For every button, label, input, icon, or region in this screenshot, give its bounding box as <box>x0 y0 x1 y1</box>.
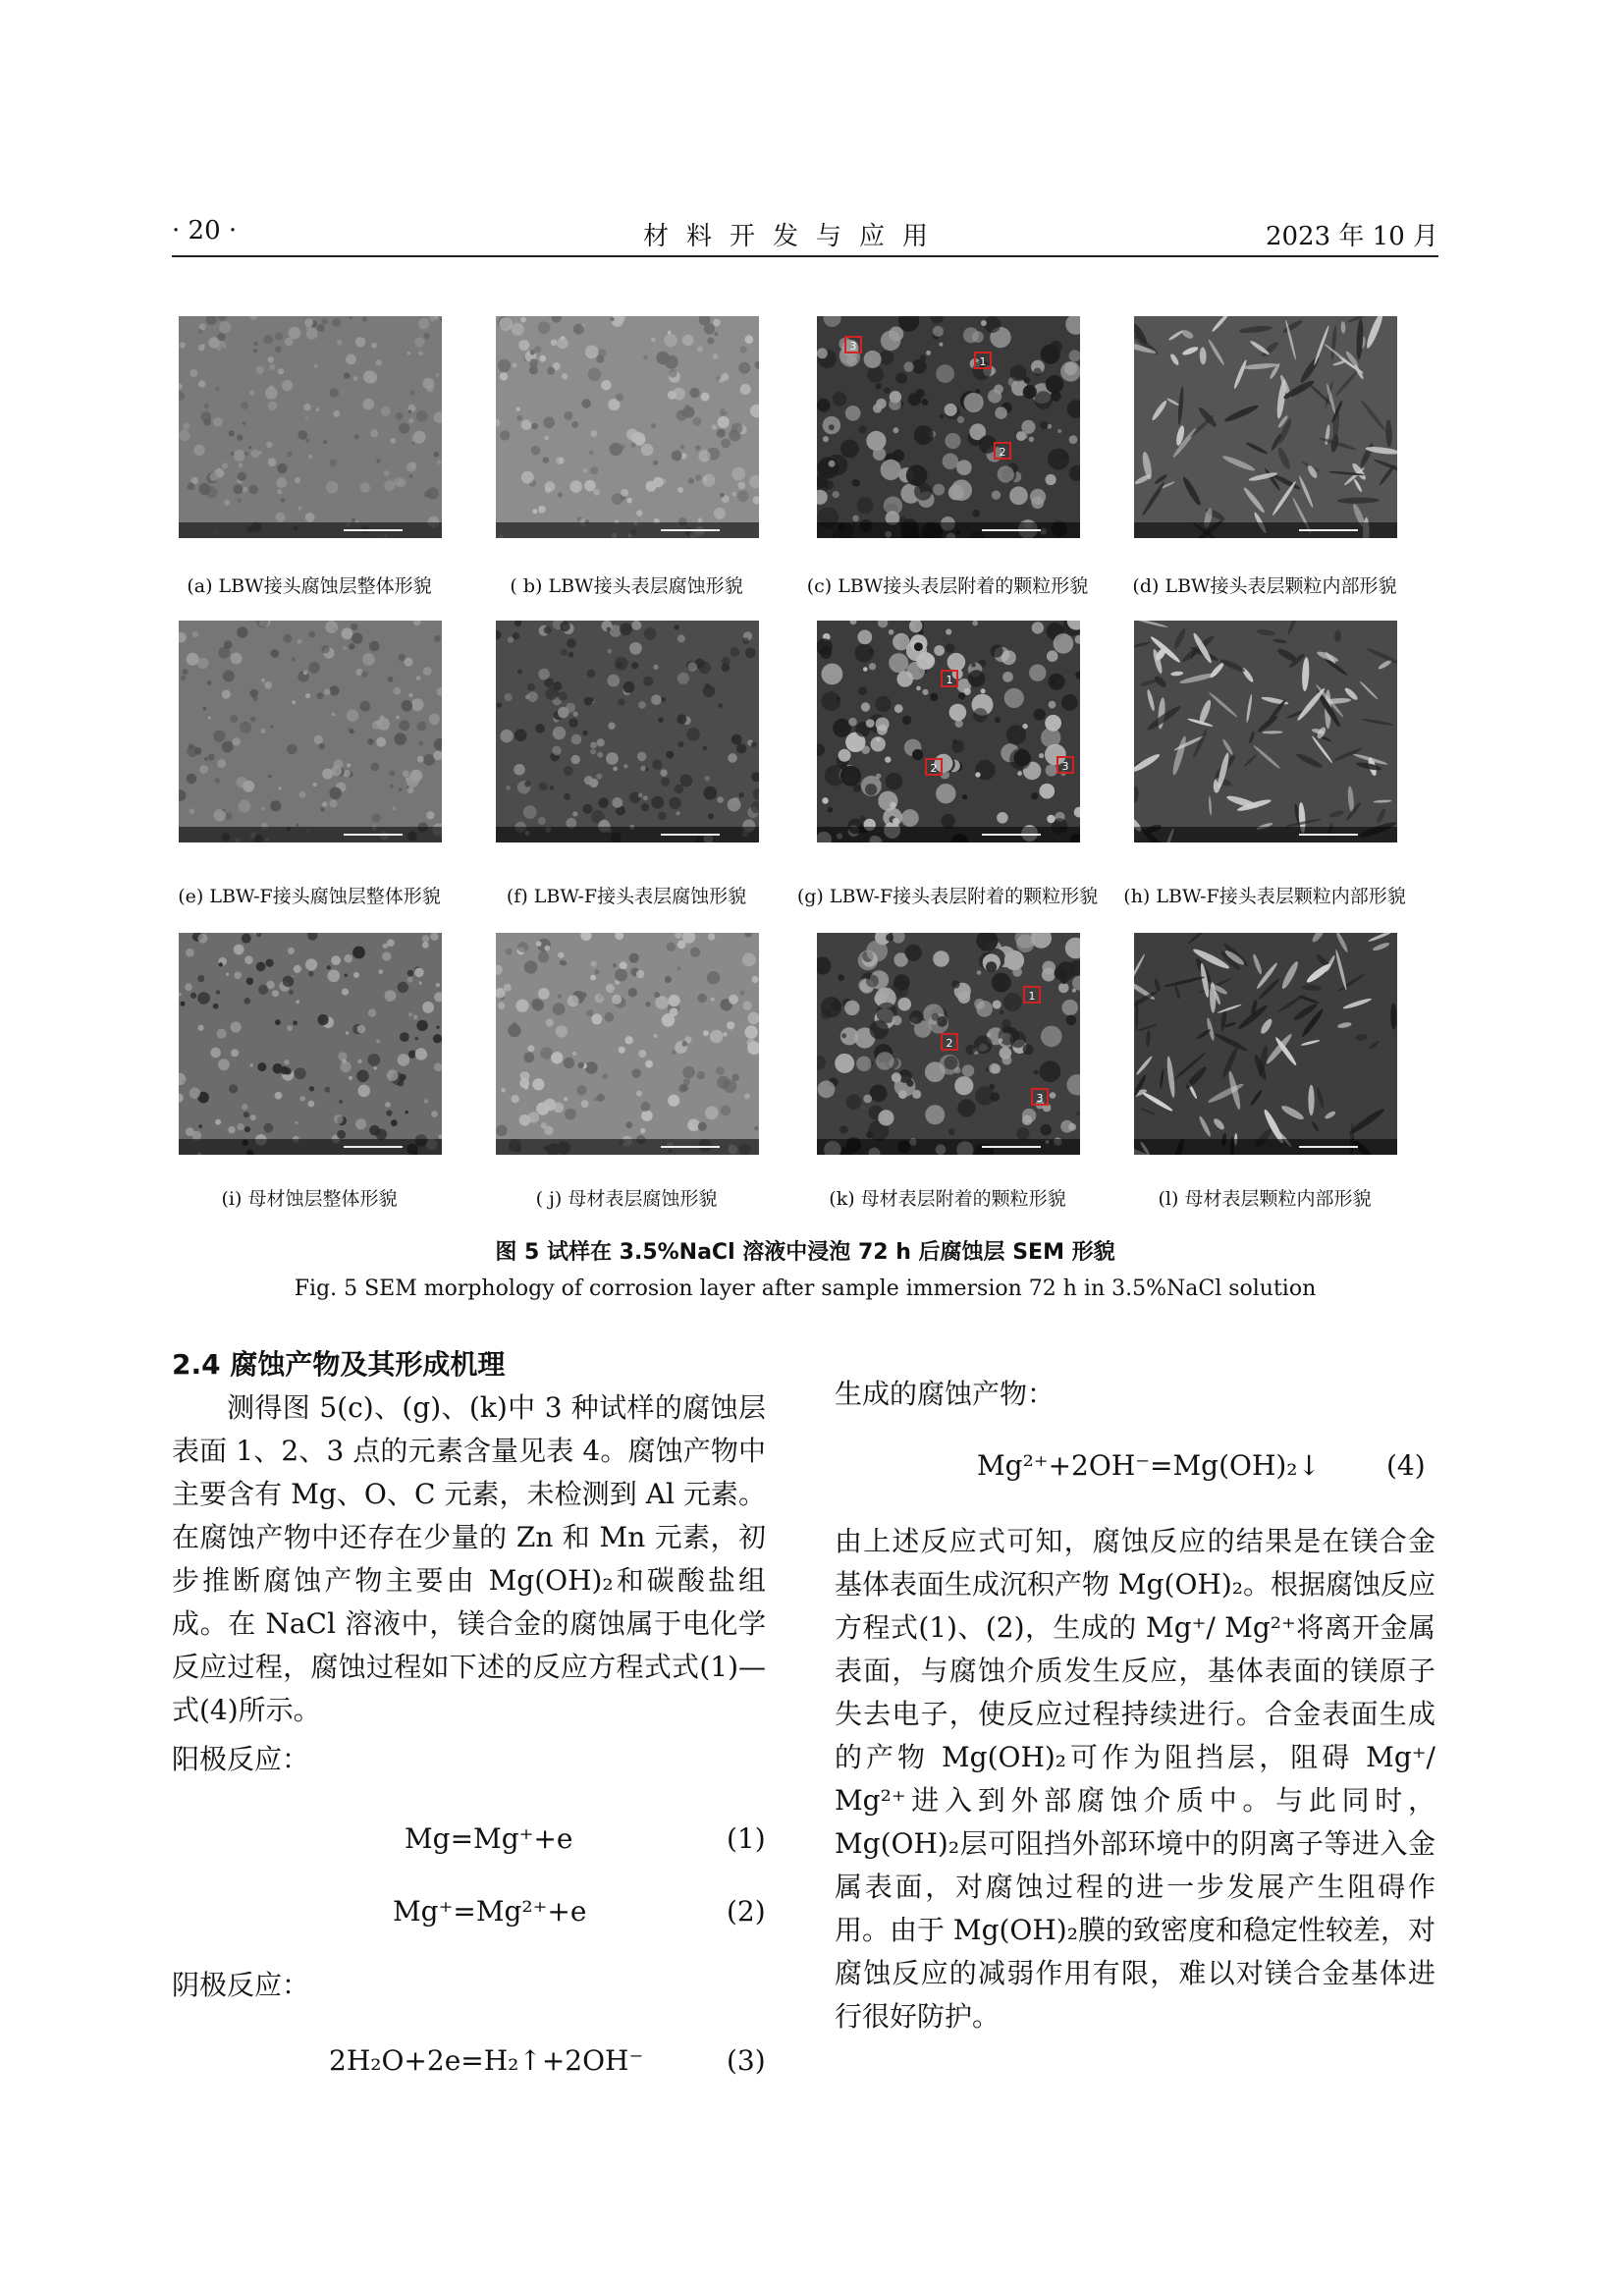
point-marker: 3 <box>844 336 862 353</box>
sem-image-d <box>1134 316 1397 538</box>
sem-scale-bar <box>817 1139 1080 1155</box>
sem-image-b <box>496 316 759 538</box>
sem-scale-bar <box>179 1139 442 1155</box>
equation-1-number: (1) <box>727 1822 766 1855</box>
point-marker: 2 <box>994 442 1011 460</box>
sem-image-c <box>817 316 1080 538</box>
point-marker: 1 <box>1023 986 1041 1004</box>
sem-scale-bar <box>817 522 1080 538</box>
sem-image-h <box>1134 621 1397 842</box>
sem-image-l <box>1134 933 1397 1155</box>
panel-caption: (e) LBW-F接头腐蚀层整体形貌 <box>178 886 441 907</box>
anode-label: 阳极反应： <box>172 1743 310 1775</box>
paragraph-1: 测得图 5(c)、(g)、(k)中 3 种试样的腐蚀层表面 1、2、3 点的元素含量见表 4。腐蚀产物中主要含有 Mg、O、C 元素，未检测到 Al 元素。在腐蚀产物中还存在少量的 Zn 和 Mn 元素，初步推断腐蚀产物主要由 Mg(OH)₂和碳酸盐组成。在 NaCl 溶液中，镁合金的腐蚀属于电化学反应过程，腐蚀过程如下述的反应方程式式(1)—式(4)所示。 <box>172 1391 766 1726</box>
panel-caption: (d) LBW接头表层颗粒内部形貌 <box>1132 575 1397 597</box>
panel-caption: ( j) 母材表层腐蚀形貌 <box>535 1188 718 1210</box>
page-number: · 20 · <box>172 216 238 245</box>
panel-caption: (g) LBW-F接头表层附着的颗粒形貌 <box>796 886 1099 907</box>
equation-3-number: (3) <box>727 2044 766 2077</box>
panel-caption: (k) 母材表层附着的颗粒形貌 <box>829 1188 1066 1210</box>
panel-caption: (h) LBW-F接头表层颗粒内部形貌 <box>1123 886 1406 907</box>
sem-scale-bar <box>1134 522 1397 538</box>
sem-scale-bar <box>817 827 1080 842</box>
journal-title: 材料开发与应用 <box>643 222 947 251</box>
sem-image-k <box>817 933 1080 1155</box>
panel-caption: ( b) LBW接头表层腐蚀形貌 <box>510 575 743 597</box>
issue-date: 2023 年 10 月 <box>1265 222 1438 251</box>
point-marker: 2 <box>925 758 943 776</box>
panel-caption: (c) LBW接头表层附着的颗粒形貌 <box>806 575 1089 597</box>
equation-4: Mg²⁺+2OH⁻=Mg(OH)₂↓ <box>977 1449 1321 1482</box>
sem-scale-bar <box>179 827 442 842</box>
sem-scale-bar <box>496 522 759 538</box>
equation-2: Mg⁺=Mg²⁺+e <box>393 1895 587 1928</box>
sem-scale-bar <box>496 1139 759 1155</box>
panel-caption: (l) 母材表层颗粒内部形貌 <box>1158 1188 1372 1210</box>
figure-title-zh: 图 5 试样在 3.5%NaCl 溶液中浸泡 72 h 后腐蚀层 SEM 形貌 <box>495 1240 1115 1265</box>
header-rule <box>172 255 1438 257</box>
left-column <box>172 1386 766 1732</box>
point-marker: 3 <box>1031 1088 1049 1106</box>
products-intro: 生成的腐蚀产物： <box>835 1378 1056 1410</box>
sem-image-g <box>817 621 1080 842</box>
figure-title-en: Fig. 5 SEM morphology of corrosion layer after sample immersion 72 h in 3.5%NaCl solution <box>294 1276 1317 1301</box>
sem-scale-bar <box>179 522 442 538</box>
sem-image-i <box>179 933 442 1155</box>
point-marker: 3 <box>1056 756 1074 774</box>
equation-1: Mg=Mg⁺+e <box>405 1822 573 1855</box>
page-header <box>172 216 1438 255</box>
sem-image-f <box>496 621 759 842</box>
sem-image-a <box>179 316 442 538</box>
point-marker: 1 <box>974 352 992 369</box>
point-marker: 2 <box>941 1033 958 1051</box>
equation-3: 2H₂O+2e=H₂↑+2OH⁻ <box>329 2044 644 2077</box>
sem-image-e <box>179 621 442 842</box>
paragraph-2: 由上述反应式可知，腐蚀反应的结果是在镁合金基体表面生成沉积产物 Mg(OH)₂。根据腐蚀反应方程式(1)、(2)，生成的 Mg⁺/ Mg²⁺将离开金属表面，与腐蚀介质发生反应，基体表面的镁原子失去电子，使反应过程持续进行。合金表面生成的产物 Mg(OH)₂可作为阻挡层，阻碍 Mg⁺/ Mg²⁺进入到外部腐蚀介质中。与此同时，Mg(OH)₂层可阻挡外部环境中的阴离子等进入金属表面，对腐蚀过程的进一步发展产生阻碍作用。由于 Mg(OH)₂膜的致密度和稳定性较差，对腐蚀反应的减弱作用有限，难以对镁合金基体进行很好防护。 <box>835 1525 1435 2033</box>
panel-caption: (f) LBW-F接头表层腐蚀形貌 <box>506 886 747 907</box>
sem-scale-bar <box>1134 827 1397 842</box>
panel-caption: (a) LBW接头腐蚀层整体形貌 <box>187 575 432 597</box>
panel-caption: (i) 母材蚀层整体形貌 <box>221 1188 398 1210</box>
point-marker: 1 <box>941 670 958 687</box>
sem-scale-bar <box>1134 1139 1397 1155</box>
section-heading: 2.4 腐蚀产物及其形成机理 <box>172 1348 506 1381</box>
sem-image-j <box>496 933 759 1155</box>
equation-4-number: (4) <box>1386 1449 1426 1482</box>
cathode-label: 阴极反应： <box>172 1969 310 2001</box>
right-column <box>835 1520 1435 2038</box>
sem-scale-bar <box>496 827 759 842</box>
equation-2-number: (2) <box>727 1895 766 1928</box>
